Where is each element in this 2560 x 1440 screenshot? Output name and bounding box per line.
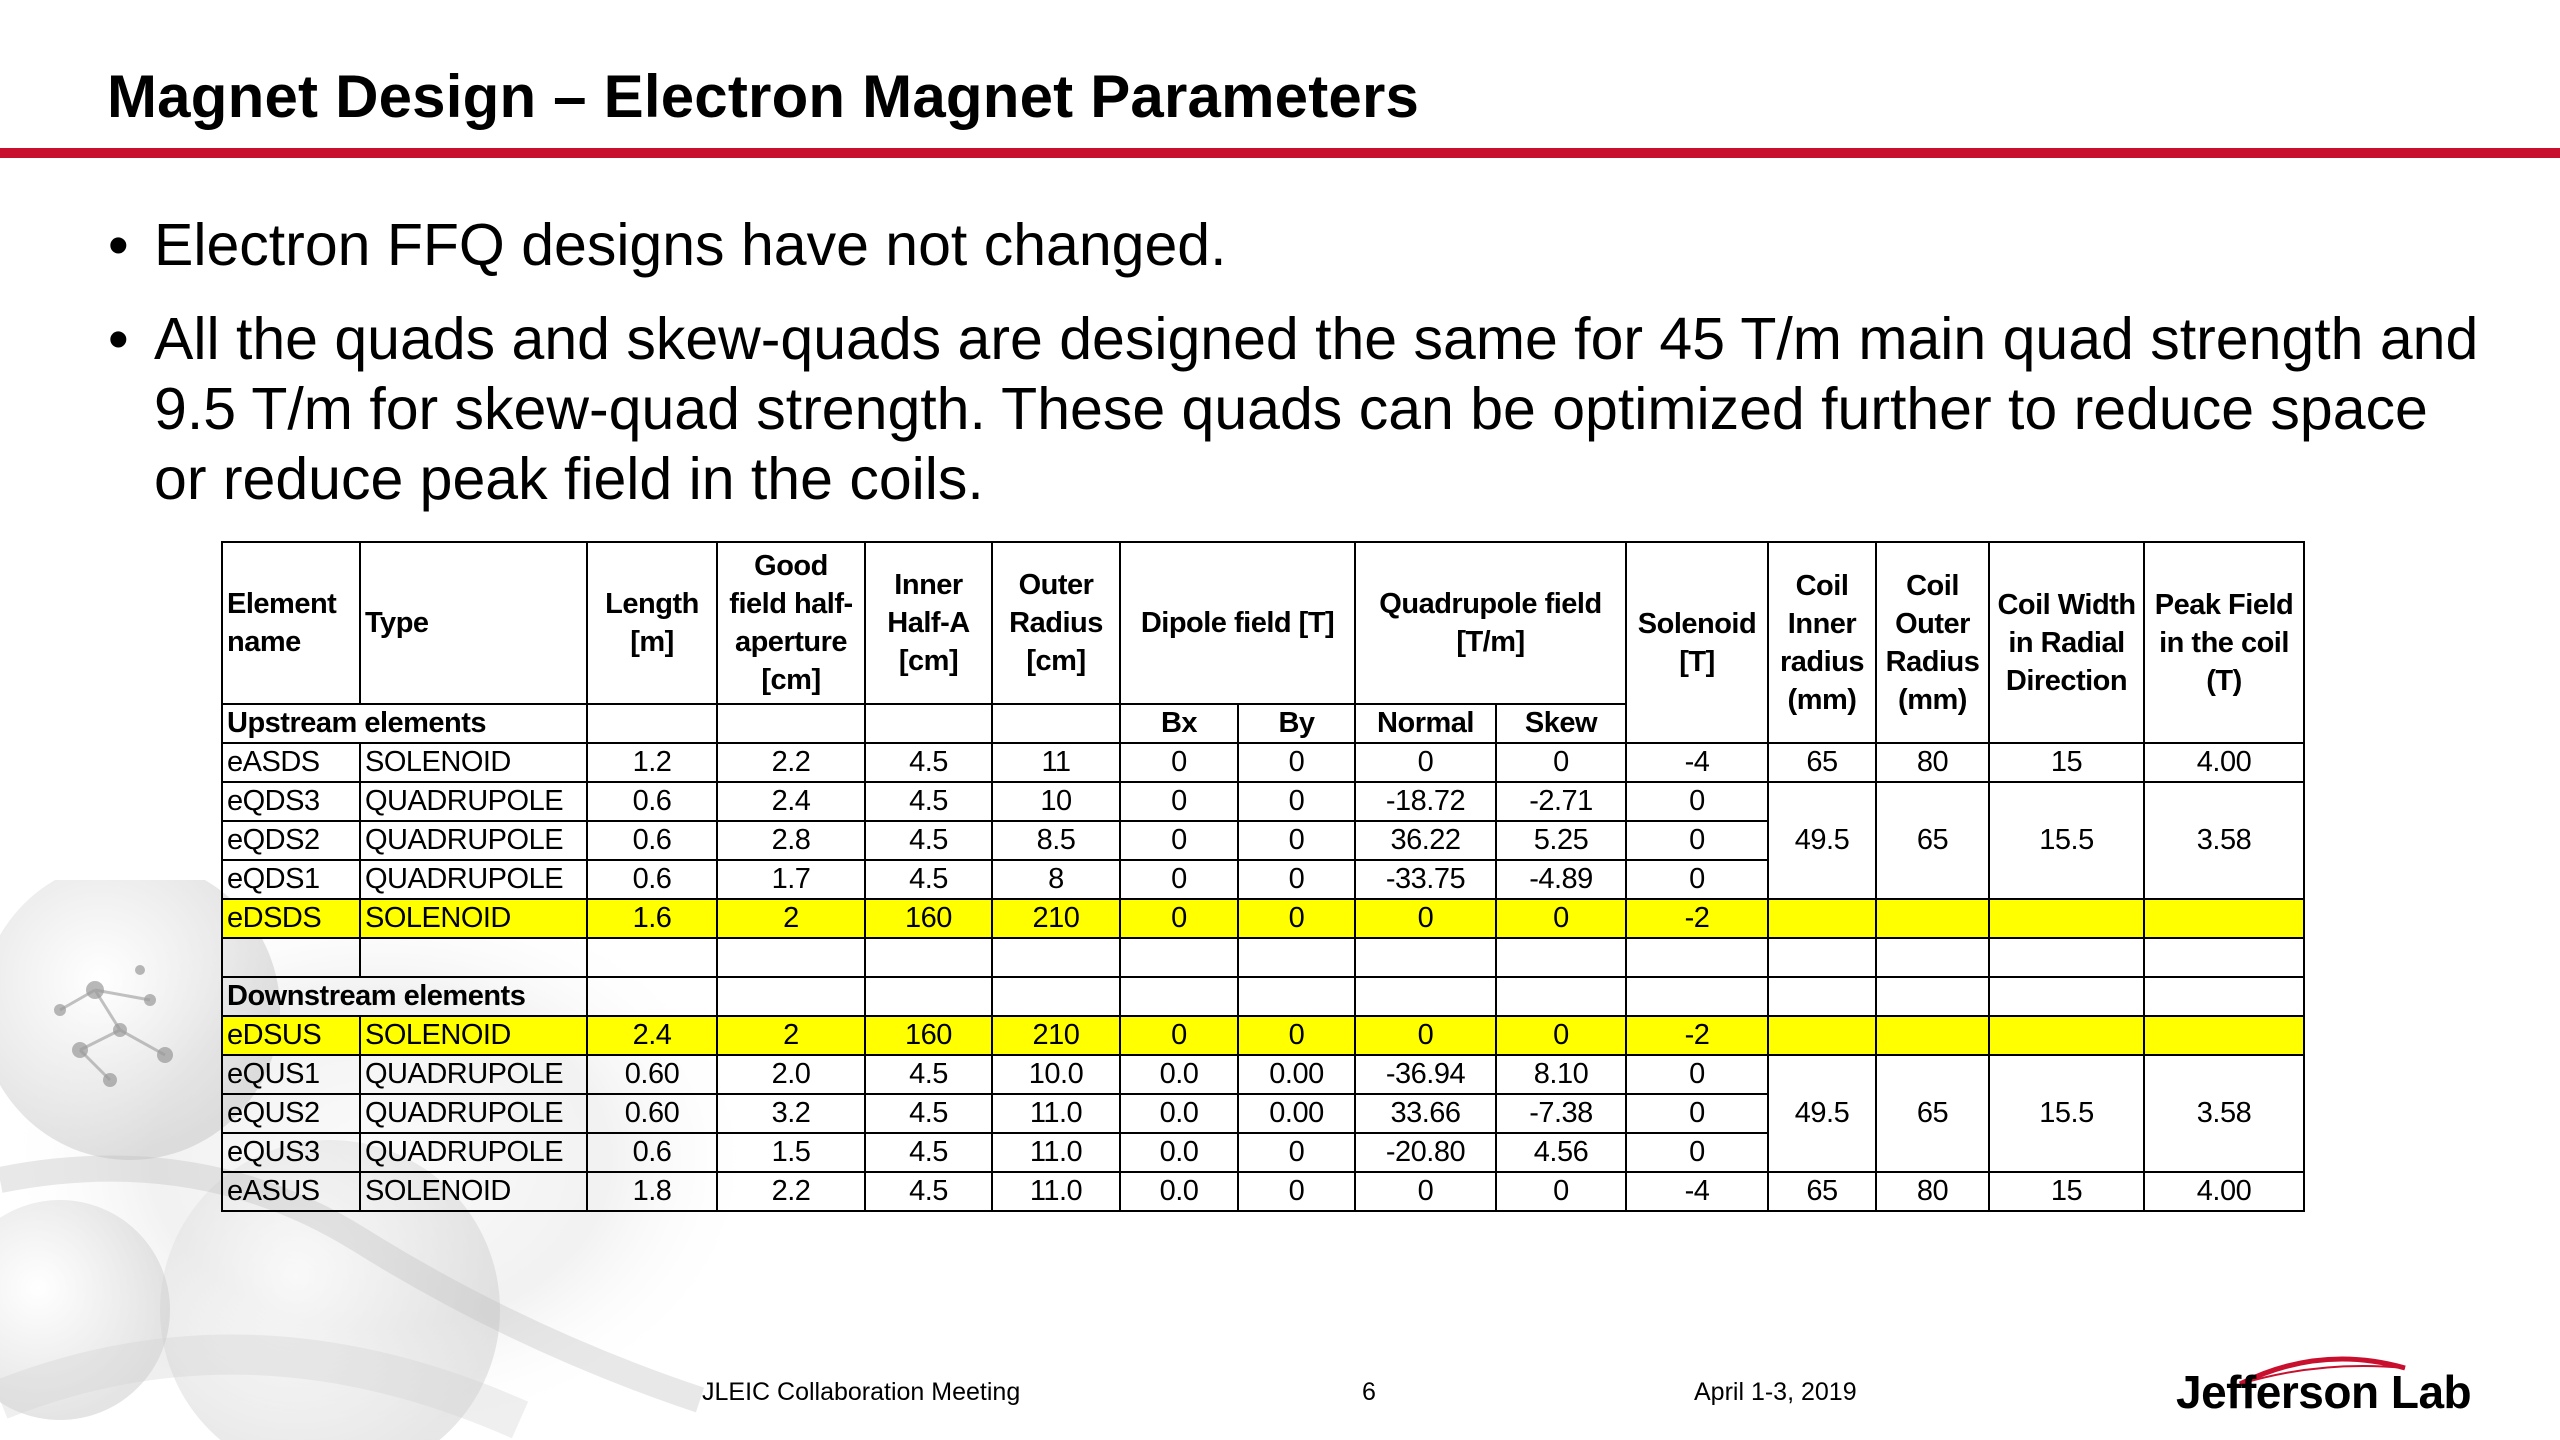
header-peak-field: Peak Field in the coil (T) xyxy=(2144,542,2304,743)
table-cell: 2.2 xyxy=(717,743,865,782)
table-cell: 0.00 xyxy=(1238,1055,1355,1094)
table-cell: 10 xyxy=(992,782,1120,821)
table-cell: -36.94 xyxy=(1355,1055,1496,1094)
header-outer-radius: Outer Radius [cm] xyxy=(992,542,1120,704)
header-length: Length [m] xyxy=(587,542,717,704)
table-cell: -33.75 xyxy=(1355,860,1496,899)
table-cell: 0 xyxy=(1496,1172,1626,1211)
header-element-name: Element name xyxy=(222,542,360,704)
table-header-row xyxy=(222,542,2304,704)
table-cell: SOLENOID xyxy=(360,1016,587,1055)
table-cell: 0.6 xyxy=(587,821,717,860)
header-solenoid: Solenoid [T] xyxy=(1626,542,1768,743)
header-by: By xyxy=(1238,704,1355,743)
table-cell: 0 xyxy=(1238,782,1355,821)
table-cell: QUADRUPOLE xyxy=(360,860,587,899)
table-cell: 15 xyxy=(1989,1172,2144,1211)
table-cell: 11.0 xyxy=(992,1133,1120,1172)
header-good-field: Good field half-aperture [cm] xyxy=(717,542,865,704)
table-cell: 65 xyxy=(1876,782,1989,899)
footer-meeting: JLEIC Collaboration Meeting xyxy=(702,1378,1021,1406)
slide-title: Magnet Design – Electron Magnet Parameters xyxy=(107,63,1420,130)
table-cell: 11.0 xyxy=(992,1094,1120,1133)
table-cell: 0 xyxy=(1626,782,1768,821)
table-cell: 0 xyxy=(1355,1172,1496,1211)
table-cell: eASUS xyxy=(222,1172,360,1211)
header-normal: Normal xyxy=(1355,704,1496,743)
table-cell: 160 xyxy=(865,1016,992,1055)
table-cell: eQUS3 xyxy=(222,1133,360,1172)
table-cell: 0 xyxy=(1120,860,1238,899)
table-cell: 2.2 xyxy=(717,1172,865,1211)
table-cell: 0 xyxy=(1355,899,1496,938)
table-cell: SOLENOID xyxy=(360,1172,587,1211)
table-cell: 4.00 xyxy=(2144,1172,2304,1211)
table-cell: eQDS2 xyxy=(222,821,360,860)
table-row xyxy=(222,743,2304,782)
table-row xyxy=(222,1055,2304,1094)
table-cell: 2.0 xyxy=(717,1055,865,1094)
header-skew: Skew xyxy=(1496,704,1626,743)
table-cell: 0 xyxy=(1120,899,1238,938)
header-quadrupole-field: Quadrupole field [T/m] xyxy=(1355,542,1626,704)
table-cell: 210 xyxy=(992,1016,1120,1055)
header-coil-width: Coil Width in Radial Direction xyxy=(1989,542,2144,743)
section-upstream: Upstream elements xyxy=(222,704,587,743)
section-downstream: Downstream elements xyxy=(222,977,587,1016)
table-cell: 2 xyxy=(717,1016,865,1055)
table-cell: 1.7 xyxy=(717,860,865,899)
footer-date: April 1-3, 2019 xyxy=(1694,1378,1857,1406)
table-cell: 4.5 xyxy=(865,860,992,899)
table-cell: 4.5 xyxy=(865,1094,992,1133)
magnet-parameters-table xyxy=(221,541,2305,1212)
table-row xyxy=(222,782,2304,821)
table-cell: eQDS3 xyxy=(222,782,360,821)
table-section-row xyxy=(222,977,2304,1016)
table-cell: 4.5 xyxy=(865,782,992,821)
table-cell: QUADRUPOLE xyxy=(360,782,587,821)
table-cell: 0.60 xyxy=(587,1055,717,1094)
table-cell: 4.5 xyxy=(865,743,992,782)
table-cell: SOLENOID xyxy=(360,743,587,782)
table-cell: 0 xyxy=(1355,743,1496,782)
table-row-highlighted xyxy=(222,1016,2304,1055)
table-cell: 0.6 xyxy=(587,782,717,821)
table-cell: 1.8 xyxy=(587,1172,717,1211)
table-cell: 3.2 xyxy=(717,1094,865,1133)
bullet-text: Electron FFQ designs have not changed. xyxy=(154,212,1227,278)
table-row xyxy=(222,1172,2304,1211)
table-cell: 0 xyxy=(1626,1133,1768,1172)
table-cell: 65 xyxy=(1768,743,1876,782)
table-cell: 15 xyxy=(1989,743,2144,782)
bullet-dot-icon: • xyxy=(108,212,129,278)
table-cell: 0 xyxy=(1120,821,1238,860)
table-cell: 0.0 xyxy=(1120,1094,1238,1133)
table-cell: 15.5 xyxy=(1989,782,2144,899)
table-cell: 0.6 xyxy=(587,1133,717,1172)
table-cell: 65 xyxy=(1768,1172,1876,1211)
table-cell: 0.0 xyxy=(1120,1133,1238,1172)
table-cell: 0 xyxy=(1355,1016,1496,1055)
table-cell: 0.00 xyxy=(1238,1094,1355,1133)
table-cell: 49.5 xyxy=(1768,782,1876,899)
table-cell: -18.72 xyxy=(1355,782,1496,821)
table-cell: -4.89 xyxy=(1496,860,1626,899)
table-cell: eQUS1 xyxy=(222,1055,360,1094)
table-cell: 8 xyxy=(992,860,1120,899)
table-cell: eASDS xyxy=(222,743,360,782)
table-cell: 0 xyxy=(1238,899,1355,938)
table-cell: 0 xyxy=(1496,899,1626,938)
table-cell: 0 xyxy=(1120,782,1238,821)
table-cell: 2.4 xyxy=(587,1016,717,1055)
table-cell: 2.8 xyxy=(717,821,865,860)
table-cell: 2 xyxy=(717,899,865,938)
bullet-item xyxy=(108,210,2488,280)
bullet-item xyxy=(108,304,2488,514)
title-divider-rule xyxy=(0,148,2560,158)
table-cell: 0.6 xyxy=(587,860,717,899)
table-cell: 80 xyxy=(1876,1172,1989,1211)
table-cell: 0 xyxy=(1238,1133,1355,1172)
table-cell: 0 xyxy=(1238,821,1355,860)
table-cell: SOLENOID xyxy=(360,899,587,938)
table-cell: eQUS2 xyxy=(222,1094,360,1133)
table-cell: 0 xyxy=(1120,743,1238,782)
table-cell: 160 xyxy=(865,899,992,938)
table-row-highlighted xyxy=(222,899,2304,938)
table-cell: -2 xyxy=(1626,899,1768,938)
table-cell: 11 xyxy=(992,743,1120,782)
header-type: Type xyxy=(360,542,587,704)
table-cell: 0 xyxy=(1626,1094,1768,1133)
table-cell: QUADRUPOLE xyxy=(360,1055,587,1094)
table-cell: 1.2 xyxy=(587,743,717,782)
header-inner-half-a: Inner Half-A [cm] xyxy=(865,542,992,704)
table-cell: 3.58 xyxy=(2144,1055,2304,1172)
header-bx: Bx xyxy=(1120,704,1238,743)
table-cell: 5.25 xyxy=(1496,821,1626,860)
table-cell: -4 xyxy=(1626,1172,1768,1211)
table-cell: -7.38 xyxy=(1496,1094,1626,1133)
table-cell: eQDS1 xyxy=(222,860,360,899)
table-cell: 4.5 xyxy=(865,1055,992,1094)
table-cell: -2.71 xyxy=(1496,782,1626,821)
header-dipole-field: Dipole field [T] xyxy=(1120,542,1355,704)
table-cell: 0 xyxy=(1626,860,1768,899)
table-cell: 0.0 xyxy=(1120,1172,1238,1211)
table-cell: 3.58 xyxy=(2144,782,2304,899)
table-cell: 0 xyxy=(1238,1172,1355,1211)
table-cell: 4.5 xyxy=(865,821,992,860)
table-cell: -2 xyxy=(1626,1016,1768,1055)
footer-page-number: 6 xyxy=(1362,1378,1376,1406)
table-cell: 4.5 xyxy=(865,1172,992,1211)
table-cell: 0 xyxy=(1238,743,1355,782)
table-row-blank xyxy=(222,938,2304,977)
bullet-text: All the quads and skew-quads are designed the same for 45 T/m main quad strength and 9.5 T/m for skew-quad strength. These quads can be optimized further to reduce space or reduce peak field in the coils. xyxy=(154,306,2479,512)
table-cell: 49.5 xyxy=(1768,1055,1876,1172)
header-coil-outer: Coil Outer Radius (mm) xyxy=(1876,542,1989,743)
table-cell: 65 xyxy=(1876,1055,1989,1172)
table-cell: QUADRUPOLE xyxy=(360,821,587,860)
table-cell: 15.5 xyxy=(1989,1055,2144,1172)
table-cell: eDSDS xyxy=(222,899,360,938)
table-cell: 80 xyxy=(1876,743,1989,782)
bullet-dot-icon: • xyxy=(108,306,129,372)
table-cell: 36.22 xyxy=(1355,821,1496,860)
table-cell: 210 xyxy=(992,899,1120,938)
table-cell: 4.00 xyxy=(2144,743,2304,782)
table-cell: 33.66 xyxy=(1355,1094,1496,1133)
table-cell: 0 xyxy=(1626,1055,1768,1094)
table-cell: 10.0 xyxy=(992,1055,1120,1094)
table-cell: eDSUS xyxy=(222,1016,360,1055)
table-cell: 0.0 xyxy=(1120,1055,1238,1094)
table-cell: 4.5 xyxy=(865,1133,992,1172)
table-cell: 0 xyxy=(1496,743,1626,782)
table-cell: 0 xyxy=(1626,821,1768,860)
bullet-list xyxy=(108,210,2488,538)
jefferson-lab-logo: Jefferson Lab xyxy=(2176,1366,2472,1418)
table-cell: 0 xyxy=(1238,860,1355,899)
table-cell: 0.60 xyxy=(587,1094,717,1133)
table-cell: 11.0 xyxy=(992,1172,1120,1211)
table-cell: -4 xyxy=(1626,743,1768,782)
header-coil-inner: Coil Inner radius (mm) xyxy=(1768,542,1876,743)
table-cell: 8.5 xyxy=(992,821,1120,860)
table-cell: -20.80 xyxy=(1355,1133,1496,1172)
table-cell: 1.5 xyxy=(717,1133,865,1172)
table-cell: QUADRUPOLE xyxy=(360,1094,587,1133)
table-cell: 0 xyxy=(1496,1016,1626,1055)
table-cell: 0 xyxy=(1238,1016,1355,1055)
table-cell: 0 xyxy=(1120,1016,1238,1055)
table-cell: 2.4 xyxy=(717,782,865,821)
table-cell: 1.6 xyxy=(587,899,717,938)
table-cell: 8.10 xyxy=(1496,1055,1626,1094)
table-cell: 4.56 xyxy=(1496,1133,1626,1172)
table-cell: QUADRUPOLE xyxy=(360,1133,587,1172)
